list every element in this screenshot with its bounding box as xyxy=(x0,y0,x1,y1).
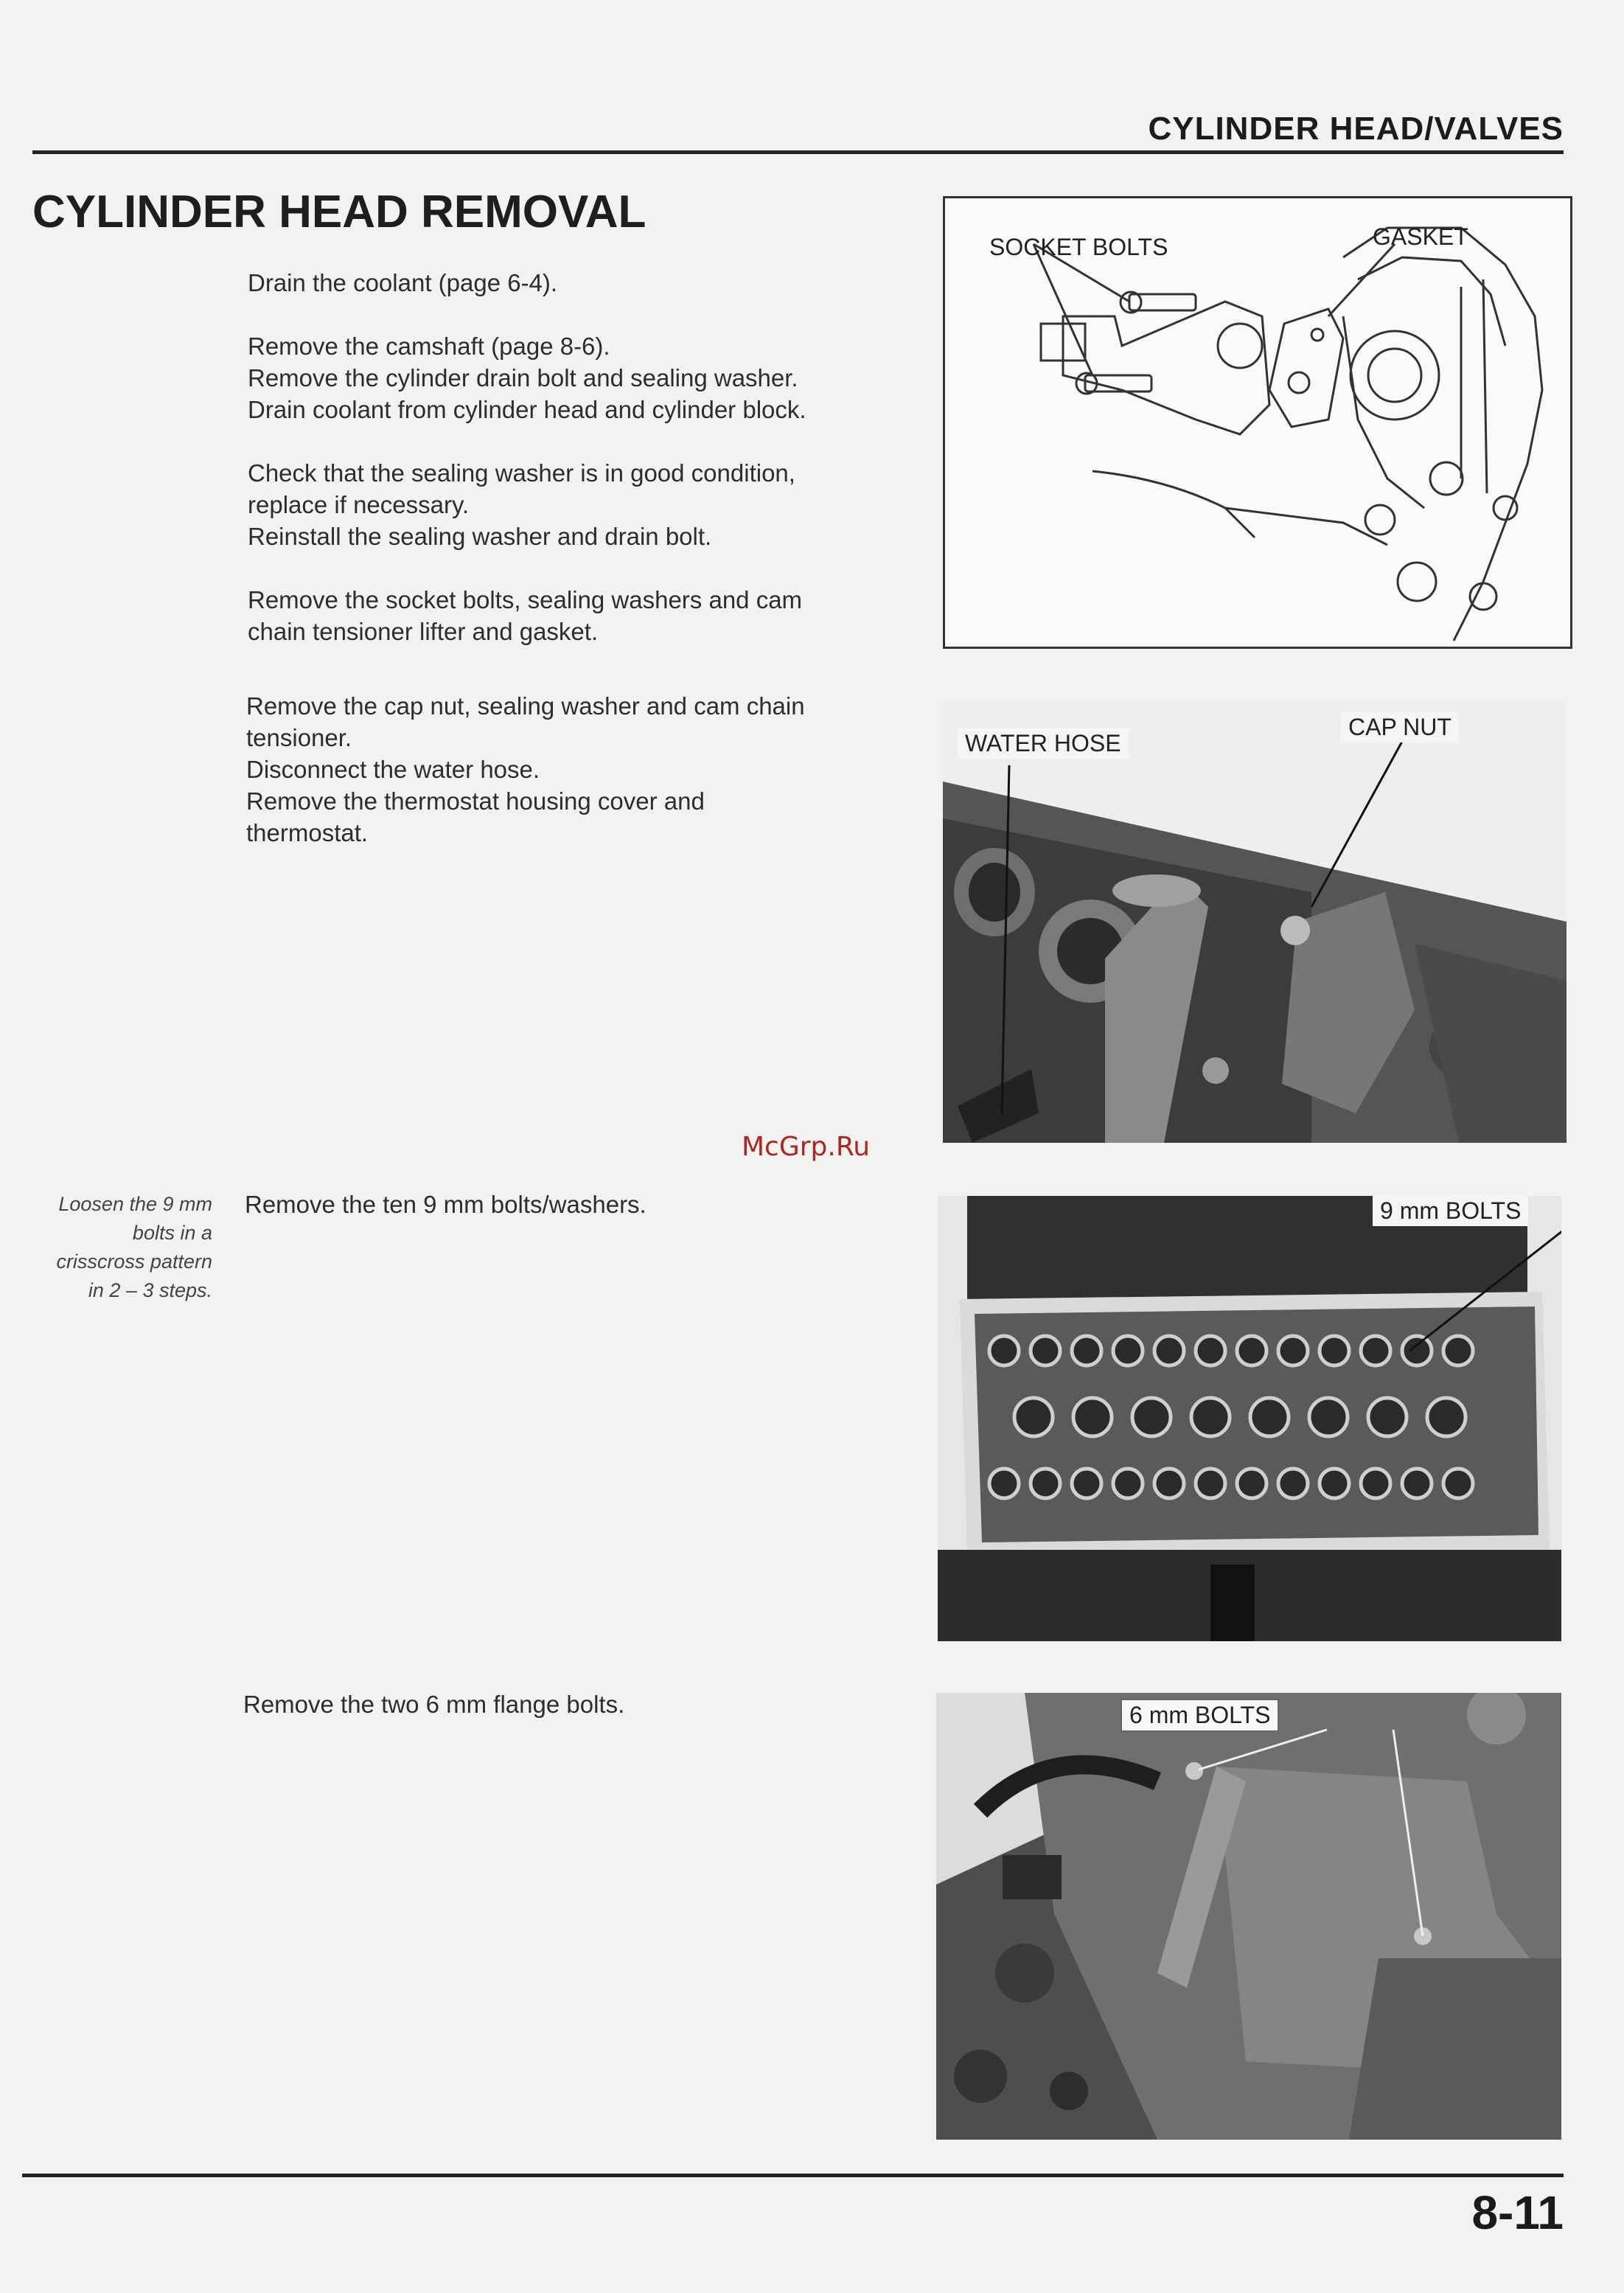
top-rule xyxy=(32,150,1564,154)
step-paragraph xyxy=(248,584,911,647)
valve-bore xyxy=(1443,1469,1473,1498)
side-note-line: in 2 – 3 steps. xyxy=(88,1279,212,1301)
step-line: tensioner. xyxy=(246,724,352,751)
valve-bore xyxy=(1072,1469,1101,1498)
valve-bore xyxy=(1154,1469,1184,1498)
procedure-text-block xyxy=(246,690,910,880)
step-paragraph xyxy=(248,330,911,425)
step-line: Remove the thermostat housing cover and xyxy=(246,787,705,815)
side-note-line: bolts in a xyxy=(132,1222,212,1244)
valve-bore xyxy=(1368,1398,1407,1436)
figure-6mm-bolts-photo xyxy=(936,1693,1561,2140)
valve-bore xyxy=(1443,1336,1473,1365)
valve-bore xyxy=(1191,1398,1230,1436)
valve-bore xyxy=(1072,1336,1101,1365)
valve-bore xyxy=(989,1469,1019,1498)
page-heading: CYLINDER HEAD REMOVAL xyxy=(32,187,647,237)
valve-bore xyxy=(1237,1469,1266,1498)
valve-bore xyxy=(1196,1469,1225,1498)
valve-bore xyxy=(1278,1469,1308,1498)
valve-bore xyxy=(1132,1398,1171,1436)
step-line: replace if necessary. xyxy=(248,491,470,518)
label-gasket: GASKET xyxy=(1373,223,1468,250)
step-paragraph xyxy=(246,690,910,849)
valve-bore xyxy=(1196,1336,1225,1365)
watermark: McGrp.Ru xyxy=(742,1132,871,1162)
valve-bore xyxy=(1320,1336,1349,1365)
valve-bore xyxy=(1113,1469,1143,1498)
step-line: thermostat. xyxy=(246,819,369,846)
valve-bore xyxy=(1361,1469,1390,1498)
valve-bore xyxy=(1154,1336,1184,1365)
step-paragraph xyxy=(248,267,911,299)
side-note-line: crisscross pattern xyxy=(56,1250,212,1273)
step-line: Disconnect the water hose. xyxy=(246,756,540,783)
valve-bore xyxy=(1320,1469,1349,1498)
valve-bore xyxy=(1250,1398,1289,1436)
valve-bore xyxy=(1031,1336,1060,1365)
step-line: Check that the sealing washer is in good condition, xyxy=(248,459,795,487)
label-6mm-bolts: 6 mm BOLTS xyxy=(1121,1699,1279,1732)
figure-9mm-bolts-photo xyxy=(938,1196,1561,1641)
label-socket-bolts: SOCKET BOLTS xyxy=(989,234,1168,260)
valve-bore xyxy=(1113,1336,1143,1365)
valve-bore xyxy=(989,1336,1019,1365)
label-9mm-bolts: 9 mm BOLTS xyxy=(1373,1196,1528,1226)
step-line: Drain coolant from cylinder head and cylinder block. xyxy=(248,396,806,423)
label-cap-nut: CAP NUT xyxy=(1341,712,1459,742)
figure-water-hose-photo xyxy=(943,700,1567,1143)
step-line: Remove the socket bolts, sealing washers and cam xyxy=(248,586,803,613)
step-line: Reinstall the sealing washer and drain bolt. xyxy=(248,523,712,550)
label-water-hose: WATER HOSE xyxy=(958,728,1129,759)
figure-tensioner-diagram xyxy=(943,196,1572,649)
step-paragraph xyxy=(248,457,911,552)
side-note xyxy=(29,1190,212,1305)
step-line: Drain the coolant (page 6-4). xyxy=(248,269,558,296)
valve-bore xyxy=(1402,1469,1432,1498)
section-title: CYLINDER HEAD/VALVES xyxy=(1148,111,1564,147)
valve-bore xyxy=(1427,1398,1466,1436)
valve-bore xyxy=(1361,1336,1390,1365)
valve-bore xyxy=(1073,1398,1112,1436)
step-line: Remove the cylinder drain bolt and sealing washer. xyxy=(248,364,798,392)
procedure-text-block xyxy=(245,1189,908,1220)
valve-bore xyxy=(1278,1336,1308,1365)
side-note-line: Loosen the 9 mm xyxy=(58,1193,212,1215)
procedure-text-block xyxy=(248,267,911,679)
valve-bore xyxy=(1309,1398,1348,1436)
valve-bore xyxy=(1237,1336,1266,1365)
valve-bore xyxy=(1014,1398,1053,1436)
valve-bore xyxy=(1402,1336,1432,1365)
step-line: Remove the ten 9 mm bolts/washers. xyxy=(245,1191,647,1218)
procedure-text-block xyxy=(243,1688,907,1720)
step-line: Remove the cap nut, sealing washer and cam chain xyxy=(246,692,805,720)
flange-bolts-photo xyxy=(936,1693,1561,2140)
step-line: Remove the camshaft (page 8-6). xyxy=(248,333,610,360)
water-hose-photo xyxy=(943,700,1567,1143)
valve-bore xyxy=(1031,1469,1060,1498)
bottom-rule xyxy=(22,2174,1564,2177)
step-line: chain tensioner lifter and gasket. xyxy=(248,618,599,645)
tensioner-line-drawing xyxy=(945,198,1570,647)
step-line: Remove the two 6 mm flange bolts. xyxy=(243,1691,625,1718)
cylinder-head-photo xyxy=(938,1196,1561,1641)
page-number: 8-11 xyxy=(1471,2186,1564,2239)
